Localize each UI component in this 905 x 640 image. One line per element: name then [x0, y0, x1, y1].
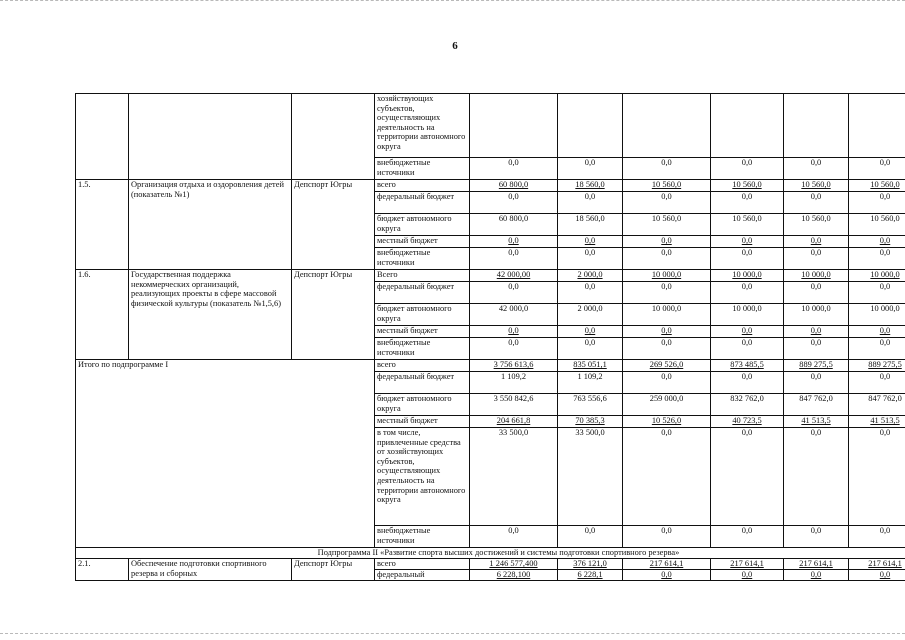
- value-cell: 0,0: [849, 192, 905, 214]
- value-cell: 10 560,0: [784, 214, 849, 236]
- value-cell: 1 109,2: [470, 372, 558, 394]
- value-cell: 33 500,0: [470, 428, 558, 526]
- subprogram-total-label: Итого по подпрограмме I: [76, 360, 375, 548]
- value-cell: 2 000,0: [558, 270, 623, 282]
- value-cell: 0,0: [558, 192, 623, 214]
- value-cell: 0,0: [558, 326, 623, 338]
- funding-source: бюджет автономного округа: [375, 394, 470, 416]
- value-cell: 0,0: [470, 236, 558, 248]
- value-cell: 0,0: [558, 158, 623, 180]
- value-cell: 0,0: [623, 158, 711, 180]
- value-cell: 0,0: [784, 282, 849, 304]
- item-name: Организация отдыха и оздоровления детей (показатель №1): [129, 180, 292, 270]
- value-cell: 873 485,5: [711, 360, 784, 372]
- value-cell: 40 723,5: [711, 416, 784, 428]
- item-number: 1.6.: [76, 270, 129, 360]
- item-executor: Депспорт Югры: [292, 559, 375, 581]
- value-cell: 10 000,0: [623, 270, 711, 282]
- funding-source: всего: [375, 360, 470, 372]
- value-cell: 0,0: [849, 428, 905, 526]
- value-cell: 0,0: [470, 248, 558, 270]
- value-cell: 1 109,2: [558, 372, 623, 394]
- funding-source: местный бюджет: [375, 326, 470, 338]
- table-row: [76, 559, 905, 570]
- value-cell: 832 762,0: [711, 394, 784, 416]
- funding-source: в том числе, привлеченные средства от хозяйствующих субъектов, осуществляющих деятельность на территории автономного округа: [375, 428, 470, 526]
- funding-source: внебюджетные источники: [375, 526, 470, 548]
- value-cell: 0,0: [623, 526, 711, 548]
- value-cell: 835 051,1: [558, 360, 623, 372]
- value-cell: [849, 94, 905, 158]
- value-cell: 0,0: [470, 158, 558, 180]
- value-cell: 269 526,0: [623, 360, 711, 372]
- value-cell: 847 762,0: [784, 394, 849, 416]
- value-cell: 6 228,100: [470, 570, 558, 581]
- item-executor: Депспорт Югры: [292, 180, 375, 270]
- value-cell: 10 526,0: [623, 416, 711, 428]
- item-name: [129, 94, 292, 180]
- value-cell: 0,0: [784, 526, 849, 548]
- value-cell: 0,0: [711, 326, 784, 338]
- value-cell: 0,0: [784, 338, 849, 360]
- value-cell: 0,0: [470, 526, 558, 548]
- funding-source: внебюджетные источники: [375, 248, 470, 270]
- value-cell: 259 000,0: [623, 394, 711, 416]
- value-cell: 0,0: [849, 326, 905, 338]
- value-cell: 0,0: [784, 326, 849, 338]
- value-cell: 0,0: [558, 282, 623, 304]
- value-cell: 0,0: [711, 158, 784, 180]
- value-cell: 0,0: [849, 372, 905, 394]
- value-cell: 0,0: [623, 372, 711, 394]
- table-row: [76, 180, 905, 192]
- value-cell: 0,0: [470, 192, 558, 214]
- value-cell: 0,0: [784, 236, 849, 248]
- value-cell: 217 614,1: [784, 559, 849, 570]
- value-cell: 0,0: [849, 526, 905, 548]
- value-cell: 0,0: [470, 338, 558, 360]
- funding-source: Всего: [375, 270, 470, 282]
- value-cell: 2 000,0: [558, 304, 623, 326]
- funding-source: внебюджетные источники: [375, 158, 470, 180]
- budget-table: [75, 93, 905, 581]
- value-cell: 10 000,0: [711, 270, 784, 282]
- value-cell: 204 661,8: [470, 416, 558, 428]
- value-cell: 889 275,5: [784, 360, 849, 372]
- value-cell: 18 560,0: [558, 214, 623, 236]
- subprogram-heading: Подпрограмма II «Развитие спорта высших достижений и системы подготовки спортивного резерва»: [76, 548, 905, 559]
- value-cell: 41 513,5: [784, 416, 849, 428]
- page-edge-bottom: [0, 633, 905, 634]
- value-cell: 0,0: [784, 248, 849, 270]
- item-name: Обеспечение подготовки спортивного резерва и сборных: [129, 559, 292, 581]
- value-cell: 0,0: [784, 372, 849, 394]
- value-cell: 763 556,6: [558, 394, 623, 416]
- table-row: [76, 94, 905, 158]
- value-cell: 0,0: [849, 338, 905, 360]
- funding-source: всего: [375, 559, 470, 570]
- value-cell: 0,0: [623, 248, 711, 270]
- value-cell: 0,0: [849, 282, 905, 304]
- value-cell: 217 614,1: [849, 559, 905, 570]
- value-cell: 0,0: [470, 326, 558, 338]
- value-cell: 10 560,0: [784, 180, 849, 192]
- funding-source: федеральный: [375, 570, 470, 581]
- value-cell: 10 000,0: [849, 304, 905, 326]
- funding-source: федеральный бюджет: [375, 282, 470, 304]
- item-number: 1.5.: [76, 180, 129, 270]
- value-cell: [623, 94, 711, 158]
- value-cell: 0,0: [849, 236, 905, 248]
- page-number: 6: [452, 40, 458, 52]
- value-cell: 0,0: [711, 248, 784, 270]
- table-row: [76, 270, 905, 282]
- value-cell: 0,0: [849, 158, 905, 180]
- value-cell: 0,0: [711, 236, 784, 248]
- value-cell: 0,0: [711, 282, 784, 304]
- value-cell: 10 560,0: [711, 180, 784, 192]
- value-cell: 0,0: [623, 570, 711, 581]
- value-cell: 0,0: [711, 372, 784, 394]
- value-cell: 0,0: [784, 428, 849, 526]
- value-cell: 0,0: [711, 526, 784, 548]
- item-name: Государственная поддержка некоммерческих организаций, реализующих проекты в сфере массовой физической культуры (показатель №1,5,6): [129, 270, 292, 360]
- item-number: [76, 94, 129, 180]
- value-cell: 0,0: [470, 282, 558, 304]
- value-cell: 42 000,0: [470, 304, 558, 326]
- value-cell: 1 246 577,400: [470, 559, 558, 570]
- value-cell: 6 228,1: [558, 570, 623, 581]
- funding-source: местный бюджет: [375, 236, 470, 248]
- page-edge-top: [0, 0, 905, 1]
- item-number: 2.1.: [76, 559, 129, 581]
- table-row: [76, 548, 905, 559]
- value-cell: 0,0: [711, 428, 784, 526]
- value-cell: 0,0: [784, 158, 849, 180]
- value-cell: 0,0: [558, 338, 623, 360]
- value-cell: 0,0: [784, 192, 849, 214]
- value-cell: 10 000,0: [711, 304, 784, 326]
- value-cell: [558, 94, 623, 158]
- value-cell: [470, 94, 558, 158]
- value-cell: 0,0: [623, 282, 711, 304]
- value-cell: 217 614,1: [711, 559, 784, 570]
- value-cell: 0,0: [558, 248, 623, 270]
- funding-source: местный бюджет: [375, 416, 470, 428]
- value-cell: 10 000,0: [784, 270, 849, 282]
- funding-source: федеральный бюджет: [375, 192, 470, 214]
- value-cell: 60 800,0: [470, 214, 558, 236]
- item-executor: [292, 94, 375, 180]
- value-cell: 60 800,0: [470, 180, 558, 192]
- value-cell: 10 560,0: [623, 214, 711, 236]
- funding-source: всего: [375, 180, 470, 192]
- value-cell: [784, 94, 849, 158]
- value-cell: 0,0: [623, 338, 711, 360]
- value-cell: 0,0: [623, 428, 711, 526]
- value-cell: 0,0: [711, 570, 784, 581]
- value-cell: 0,0: [711, 192, 784, 214]
- value-cell: 847 762,0: [849, 394, 905, 416]
- value-cell: 41 513,5: [849, 416, 905, 428]
- funding-source: федеральный бюджет: [375, 372, 470, 394]
- value-cell: 10 560,0: [623, 180, 711, 192]
- funding-source: бюджет автономного округа: [375, 214, 470, 236]
- value-cell: 10 000,0: [784, 304, 849, 326]
- value-cell: 18 560,0: [558, 180, 623, 192]
- value-cell: 0,0: [623, 192, 711, 214]
- value-cell: 10 560,0: [849, 180, 905, 192]
- value-cell: [711, 94, 784, 158]
- value-cell: 3 550 842,6: [470, 394, 558, 416]
- table-row: [76, 360, 905, 372]
- value-cell: 0,0: [558, 526, 623, 548]
- value-cell: 10 560,0: [711, 214, 784, 236]
- value-cell: 33 500,0: [558, 428, 623, 526]
- funding-source: бюджет автономного округа: [375, 304, 470, 326]
- value-cell: 0,0: [623, 326, 711, 338]
- value-cell: 217 614,1: [623, 559, 711, 570]
- value-cell: 10 560,0: [849, 214, 905, 236]
- value-cell: 10 000,0: [849, 270, 905, 282]
- value-cell: 10 000,0: [623, 304, 711, 326]
- item-executor: Депспорт Югры: [292, 270, 375, 360]
- funding-source: хозяйствующих субъектов, осуществляющих деятельность на территории автономного округа: [375, 94, 470, 158]
- value-cell: 376 121,0: [558, 559, 623, 570]
- value-cell: 0,0: [784, 570, 849, 581]
- value-cell: 3 756 613,6: [470, 360, 558, 372]
- funding-source: внебюджетные источники: [375, 338, 470, 360]
- value-cell: 0,0: [849, 570, 905, 581]
- value-cell: 0,0: [558, 236, 623, 248]
- value-cell: 889 275,5: [849, 360, 905, 372]
- value-cell: 70 385,3: [558, 416, 623, 428]
- value-cell: 0,0: [623, 236, 711, 248]
- value-cell: 0,0: [711, 338, 784, 360]
- value-cell: 42 000,00: [470, 270, 558, 282]
- value-cell: 0,0: [849, 248, 905, 270]
